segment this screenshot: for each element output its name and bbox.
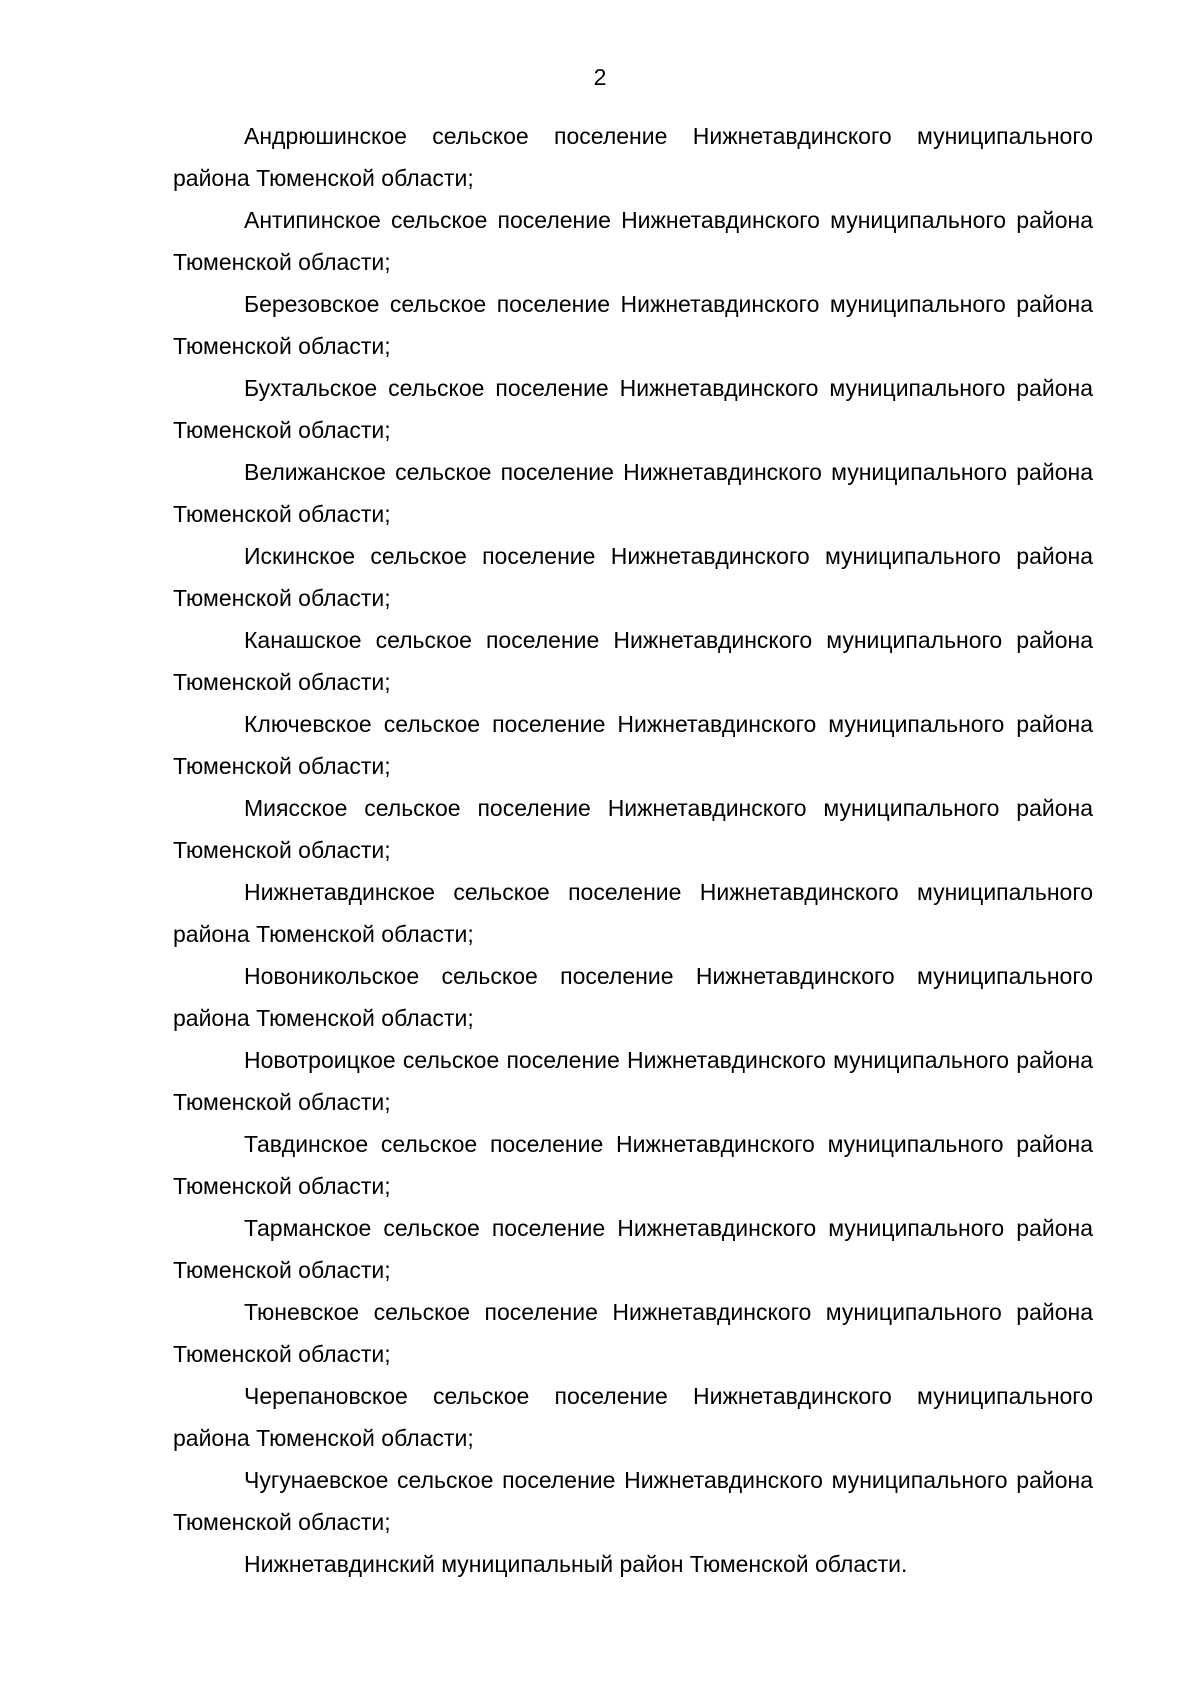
list-item: Искинское сельское поселение Нижнетавдинского муниципального района Тюменской области; (173, 543, 1093, 611)
list-item: Нижнетавдинское сельское поселение Нижнетавдинского муниципального района Тюменской области; (173, 879, 1093, 947)
list-item-final: Нижнетавдинский муниципальный район Тюменской области. (244, 1551, 908, 1577)
list-item: Чугунаевское сельское поселение Нижнетавдинского муниципального района Тюменской области; (173, 1467, 1093, 1535)
list-item: Новотроицкое сельское поселение Нижнетавдинского муниципального района Тюменской области; (173, 1047, 1093, 1115)
list-item: Новоникольское сельское поселение Нижнетавдинского муниципального района Тюменской области; (173, 963, 1093, 1031)
list-item: Андрюшинское сельское поселение Нижнетавдинского муниципального района Тюменской области; (173, 123, 1093, 191)
list-item: Ключевское сельское поселение Нижнетавдинского муниципального района Тюменской области; (173, 711, 1093, 779)
list-item: Миясское сельское поселение Нижнетавдинского муниципального района Тюменской области; (173, 795, 1093, 863)
document-body (173, 115, 1093, 1585)
list-item: Велижанское сельское поселение Нижнетавдинского муниципального района Тюменской области; (173, 459, 1093, 527)
list-item: Канашское сельское поселение Нижнетавдинского муниципального района Тюменской области; (173, 627, 1093, 695)
list-item: Тавдинское сельское поселение Нижнетавдинского муниципального района Тюменской области; (173, 1131, 1093, 1199)
list-item: Черепановское сельское поселение Нижнетавдинского муниципального района Тюменской области; (173, 1383, 1093, 1451)
list-item: Тарманское сельское поселение Нижнетавдинского муниципального района Тюменской области; (173, 1215, 1093, 1283)
list-item: Антипинское сельское поселение Нижнетавдинского муниципального района Тюменской области; (173, 207, 1093, 275)
list-item: Березовское сельское поселение Нижнетавдинского муниципального района Тюменской области; (173, 291, 1093, 359)
list-item: Тюневское сельское поселение Нижнетавдинского муниципального района Тюменской области; (173, 1299, 1093, 1367)
list-item: Бухтальское сельское поселение Нижнетавдинского муниципального района Тюменской области; (173, 375, 1093, 443)
page-number: 2 (593, 64, 607, 90)
